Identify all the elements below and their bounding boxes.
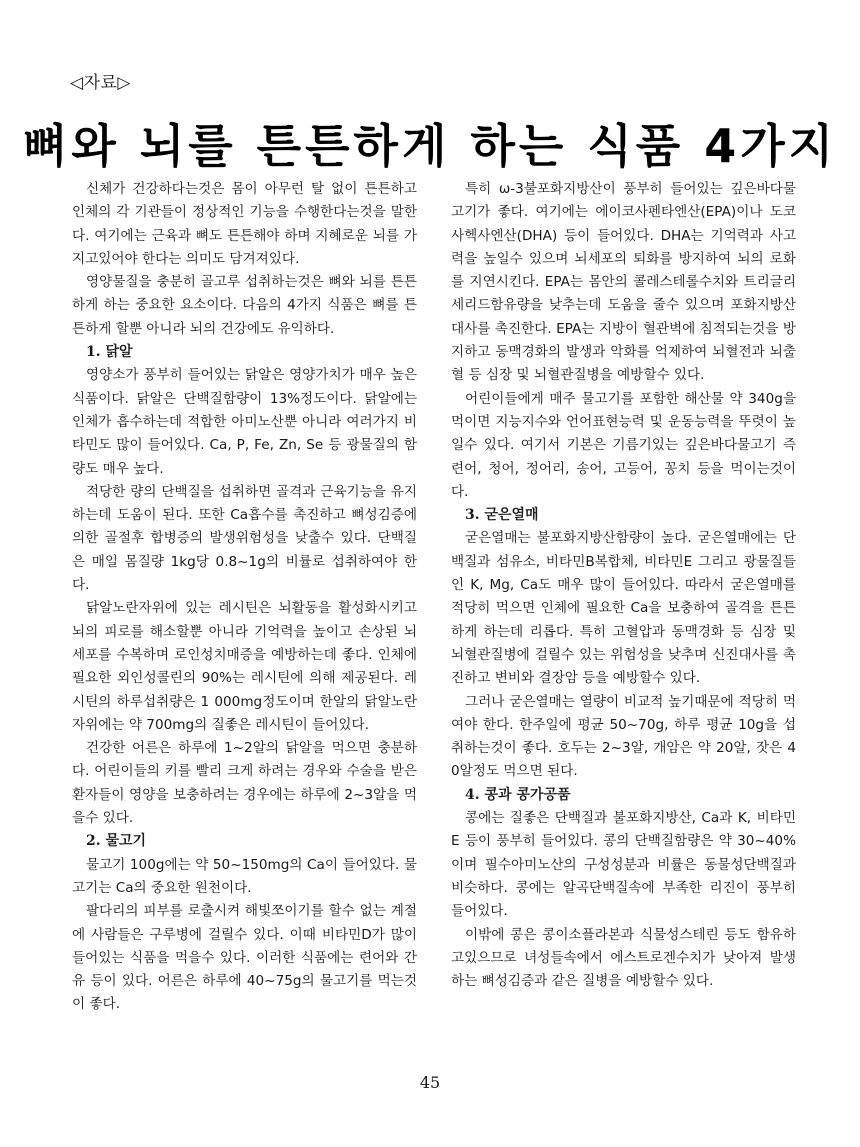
fish-paragraph-4: 어린이들에게 매주 물고기를 포함한 해산물 약 340g을 먹이면 지능지수와 언어표현능력 및 운동능력을 뚜렷이 높일수 있다. 여기서 기본은 기름기있는 깊은바다물고기 즉 련어, 청어, 정어리, 송어, 고등어, 꽁치 등을 먹이는것이다.	[451, 390, 796, 500]
fish-paragraph-3: 특히 ω-3불포화지방산이 풍부히 들어있는 깊은바다물고기가 좋다. 여기에는 에이코사펜타엔산(EPA)이나 도코사헥사엔산(DHA) 등이 들어있다. DHA는 기억력과 사고력을 높일수 있으며 뇌세포의 퇴화를 방지하여 뇌의 로화를 지연시킨다. EPA는 몸안의 콜레스테롤수치와 트리글리세리드함유량을 낮추는데 도움을 줄수 있으며 포화지방산대사를 촉진한다. EPA는 지방이 혈관벽에 침적되는것을 방지하고 동맥경화의 발생과 악화를 억제하여 뇌혈전과 뇌출혈 등 심장 및 뇌혈관질병을 예방할수 있다.	[451, 181, 796, 384]
intro-paragraph-2: 영양물질을 충분히 골고루 섭취하는것은 뼈와 뇌를 튼튼하게 하는 중요한 요소이다. 다음의 4가지 식품은 뼈를 튼튼하게 할뿐 아니라 뇌의 건강에도 유익하다.	[72, 274, 417, 337]
section-heading-beans: 4. 콩과 콩가공품	[465, 786, 571, 803]
eggs-paragraph-1: 영양소가 풍부히 들어있는 닭알은 영양가치가 매우 높은 식품이다. 닭알은 단백질함량이 13%정도이다. 닭알에는 인체가 흡수하는데 적합한 아미노산뿐 아니라 여러가지 비타민도 많이 들어있다. Ca, P, Fe, Zn, Se 등 광물질의 함량도 매우 높다.	[72, 367, 417, 477]
fish-paragraph-1: 물고기 100g에는 약 50~150mg의 Ca이 들어있다. 물고기는 Ca의 중요한 원천이다.	[72, 856, 417, 896]
right-column	[451, 178, 796, 993]
section-heading-fish: 2. 물고기	[86, 833, 147, 850]
nuts-paragraph-2: 그러나 굳은열매는 열량이 비교적 높기때문에 적당히 먹여야 한다. 한주일에 평균 50~70g, 하루 평균 10g을 섭취하는것이 좋다. 호두는 2~3알, 개암은 약 20알, 잣은 40알정도 먹으면 된다.	[451, 693, 796, 780]
intro-paragraph-1: 신체가 건강하다는것은 몸이 아무런 탈 없이 튼튼하고 인체의 각 기관들이 정상적인 기능을 수행한다는것을 말한다. 여기에는 근육과 뼈도 튼튼해야 하며 지혜로운 뇌를 가지고있어야 한다는 의미도 담겨져있다.	[72, 181, 417, 267]
section-heading-eggs: 1. 닭알	[86, 344, 133, 361]
eggs-paragraph-3: 닭알노란자위에 있는 레시틴은 뇌활동을 활성화시키고 뇌의 피로를 해소할뿐 아니라 기억력을 높이고 손상된 뇌세포를 수복하며 로인성치매증을 예방하는데 좋다. 인체에 필요한 외인성콜린의 90%는 레시틴에 의해 제공된다. 레시틴의 하루섭취량은 1 000mg정도이며 한알의 닭알노란자위에는 약 700mg의 질좋은 레시틴이 들어있다.	[72, 600, 417, 733]
section-heading-nuts: 3. 굳은열매	[465, 507, 539, 524]
beans-paragraph-1: 콩에는 질좋은 단백질과 불포화지방산, Ca과 K, 비타민E 등이 풍부히 들어있다. 콩의 단백질함량은 약 30~40%이며 필수아미노산의 구성성분과 비률은 동물성단백질과 비슷하다. 콩에는 알곡단백질속에 부족한 리진이 풍부히 들어있다.	[451, 810, 796, 920]
beans-paragraph-2: 이밖에 콩은 콩이소플라본과 식물성스테린 등도 함유하고있으므로 녀성들속에서 에스트로겐수치가 낮아져 발생하는 뼈성김증과 같은 질병을 예방할수 있다.	[451, 926, 796, 990]
eggs-paragraph-4: 건강한 어른은 하루에 1~2알의 닭알을 먹으면 충분하다. 어린이들의 키를 빨리 크게 하려는 경우와 수술을 받은 환자들이 영양을 보충하려는 경우에는 하루에 2~3알을 먹을수 있다.	[72, 740, 417, 827]
article-title: 뼈와 뇌를 튼튼하게 하는 식품 4가지	[22, 119, 838, 173]
left-column	[72, 178, 417, 1017]
page-number: 45	[419, 1073, 441, 1092]
eggs-paragraph-2: 적당한 량의 단백질을 섭취하면 골격과 근육기능을 유지하는데 도움이 된다. 또한 Ca흡수를 촉진하고 뼈성김증에 의한 골절후 합병증의 발생위험성을 낮출수 있다. 단백질은 매일 몸질량 1kg당 0.8~1g의 비률로 섭취하여야 한다.	[72, 483, 417, 594]
nuts-paragraph-1: 굳은열매는 불포화지방산함량이 높다. 굳은열매에는 단백질과 섬유소, 비타민B복합체, 비타민E 그리고 광물질들인 K, Mg, Ca도 매우 많이 들어있다. 따라서 굳은열매를 적당히 먹으면 인체에 필요한 Ca을 보충하여 골격을 튼튼하게 하는데 리롭다. 특히 고혈압과 동맥경화 등 심장 및 뇌혈관질병에 걸릴수 있는 위험성을 낮추며 신진대사를 촉진하고 변비와 결장암 등을 예방할수 있다.	[451, 530, 796, 687]
section-tag: ◁자료▷	[70, 73, 131, 93]
fish-paragraph-2: 팔다리의 피부를 로출시켜 해빛쪼이기를 할수 없는 계절에 사람들은 구루병에 걸릴수 있다. 이때 비타민D가 많이 들어있는 식품을 먹을수 있다. 이러한 식품에는 련어와 간유 등이 있다. 어른은 하루에 40~75g의 물고기를 먹는것이 좋다.	[72, 903, 417, 1013]
